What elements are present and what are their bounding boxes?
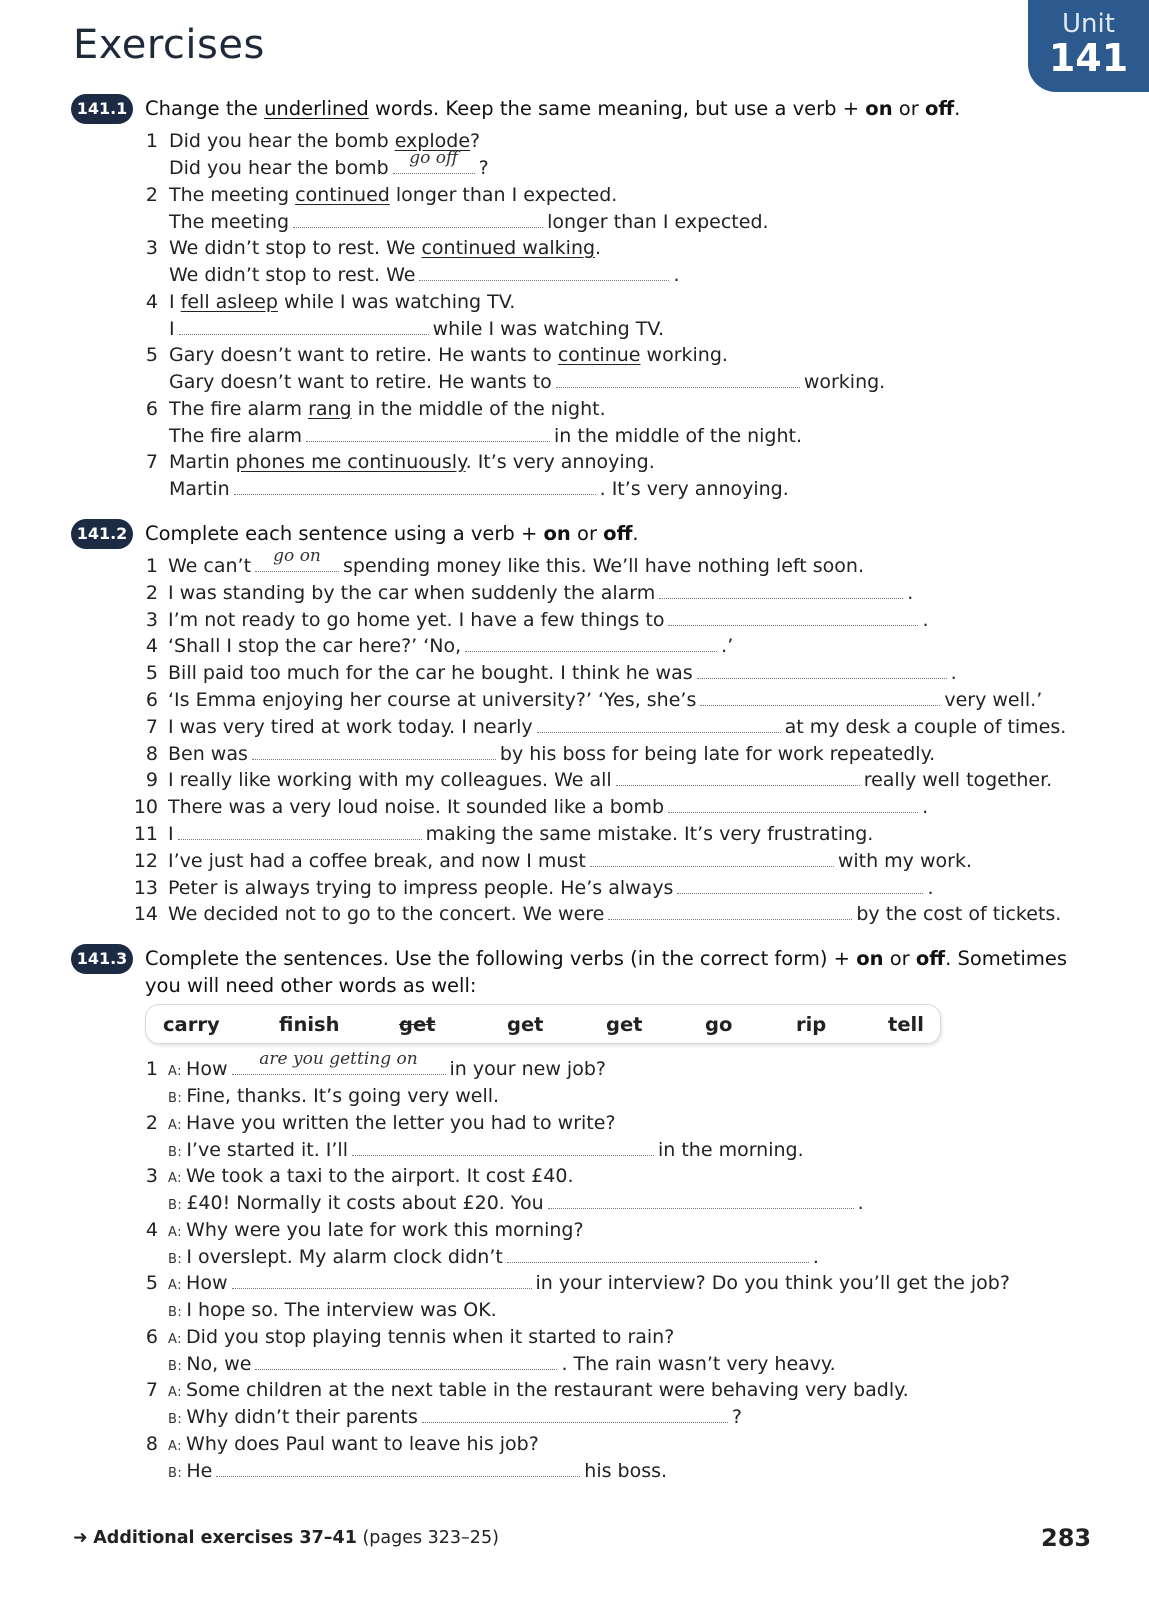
text: while I was watching TV. — [277, 290, 516, 313]
speaker-a: A: — [168, 1064, 183, 1079]
text: I hope so. The interview was OK. — [186, 1299, 497, 1321]
text: We decided not to go to the concert. We were — [168, 903, 605, 926]
answer-blank[interactable] — [252, 741, 496, 760]
answer-line — [169, 369, 885, 396]
item-number: 3 — [145, 608, 158, 631]
dialogue-text — [168, 1326, 674, 1348]
question-line — [142, 449, 655, 476]
dialogue-line-b — [168, 1404, 742, 1431]
text: ? — [478, 157, 489, 179]
dialogue-line-a — [142, 1324, 674, 1351]
dialogue-line-b — [168, 1137, 804, 1164]
text: . — [922, 608, 929, 631]
speaker-a: A: — [168, 1385, 183, 1400]
text: There was a very loud noise. It sounded like a bomb — [168, 796, 665, 819]
unit-label: Unit — [1062, 9, 1115, 39]
answer-blank[interactable] — [422, 1404, 728, 1423]
text: £40! Normally it costs about £20. You — [186, 1192, 544, 1214]
underlined-words: rang — [308, 397, 352, 420]
text: at my desk a couple of times. — [784, 715, 1067, 738]
text: with my work. — [837, 849, 972, 872]
word-get-2: get — [606, 1013, 643, 1036]
question-text — [169, 184, 617, 206]
word-tell: tell — [888, 1013, 924, 1036]
text: Some children at the next table in the restaurant were behaving very badly. — [186, 1379, 909, 1401]
exercise-heading-141-2: Complete each sentence using a verb + on or off. — [145, 522, 639, 545]
answer-blank[interactable] — [548, 1190, 854, 1209]
answer-blank[interactable] — [178, 821, 422, 840]
question-text — [169, 451, 655, 473]
page-number: 283 — [1041, 1524, 1092, 1552]
item-number: 6 — [145, 689, 158, 711]
answer-blank[interactable] — [306, 423, 550, 442]
answer-blank[interactable] — [232, 1049, 446, 1075]
answer-line — [169, 316, 664, 343]
speaker-b: B: — [168, 1358, 183, 1374]
answer-blank[interactable] — [677, 875, 923, 894]
answer-blank[interactable] — [700, 687, 940, 706]
text: in your new job? — [449, 1058, 606, 1080]
dialogue-line-a — [142, 1217, 584, 1244]
text: in the morning. — [657, 1138, 804, 1161]
text: . — [857, 1192, 864, 1214]
handwritten-answer: go off — [409, 148, 459, 168]
speaker-b: B: — [168, 1251, 183, 1267]
answer-blank[interactable] — [590, 848, 834, 867]
text: working. — [640, 344, 728, 366]
underlined-words: phones me continuously — [235, 451, 466, 473]
exercise-heading-141-1: Change the underlined words. Keep the same meaning, but use a verb + on or off. — [145, 97, 961, 120]
sentence-line — [142, 714, 1066, 741]
text: . — [950, 662, 957, 685]
item-number: 7 — [145, 1379, 158, 1401]
sentence-line — [142, 767, 1052, 794]
text: very well.’ — [944, 689, 1043, 711]
dialogue-line-b — [168, 1190, 864, 1217]
text: I overslept. My alarm clock didn’t — [186, 1245, 503, 1268]
text: Martin — [169, 451, 236, 473]
text: .’ — [721, 635, 734, 658]
text: I’ve just had a coffee break, and now I must — [168, 849, 586, 872]
text: Ben was — [168, 742, 248, 765]
text: Martin — [169, 478, 230, 500]
text: I really like working with my colleagues. We all — [168, 769, 612, 792]
exercise-badge-141-2: 141.2 — [71, 519, 133, 549]
sentence-text — [168, 823, 873, 845]
question-text — [169, 344, 728, 366]
speaker-a: A: — [168, 1331, 183, 1347]
text: Bill paid too much for the car he bought. I think he was — [168, 662, 693, 685]
exercise-heading-141-3: Complete the sentences. Use the following verbs (in the correct form) + on or off. Sometimes you will need other words as well: — [145, 947, 1067, 997]
answer-line — [169, 476, 789, 503]
dialogue-line-a — [142, 1110, 616, 1137]
additional-exercises-link[interactable]: ➜ Additional exercises 37–41 (pages 323–25) — [73, 1528, 499, 1548]
dialogue-line-b — [168, 1458, 667, 1485]
text: The meeting — [169, 210, 290, 233]
speaker-a: A: — [168, 1171, 183, 1186]
dialogue-text — [168, 1379, 909, 1401]
dialogue-text — [168, 1165, 573, 1187]
item-number: 11 — [133, 823, 158, 845]
item-number: 8 — [145, 742, 158, 765]
word-finish: finish — [279, 1013, 340, 1036]
text: . — [907, 581, 914, 604]
text: really well together. — [863, 769, 1053, 792]
item-number: 9 — [145, 769, 158, 792]
text: I — [168, 823, 174, 845]
text: Why didn’t their parents — [186, 1406, 418, 1428]
sentence-line — [142, 633, 733, 660]
text: . — [812, 1245, 819, 1268]
dialogue-text — [168, 1272, 1010, 1294]
sentence-text — [168, 796, 928, 818]
handwritten-answer: go on — [273, 546, 321, 566]
text: ‘Is Emma enjoying her course at university?’ ‘Yes, she’s — [168, 689, 697, 711]
question-text — [169, 398, 606, 420]
item-number: 4 — [145, 290, 158, 313]
text: in the middle of the night. — [351, 397, 606, 420]
text: ‘Shall I stop the car here?’ ‘No, — [168, 635, 462, 658]
sentence-line — [142, 607, 929, 634]
sentence-line — [142, 546, 864, 580]
text: How — [186, 1058, 228, 1080]
sentence-text — [168, 662, 957, 684]
sentence-text — [168, 546, 864, 577]
text: We didn’t stop to rest. We — [169, 264, 416, 286]
text: by the cost of tickets. — [856, 903, 1062, 926]
dialogue-line-a — [142, 1049, 606, 1083]
dialogue-line-b — [168, 1244, 819, 1271]
item-number: 14 — [133, 903, 158, 926]
answer-blank[interactable] — [255, 546, 339, 572]
item-number: 6 — [145, 1325, 158, 1348]
exercise-badge-141-3: 141.3 — [71, 944, 133, 974]
text: We can’t — [168, 555, 252, 577]
text: Gary doesn’t want to retire. He wants to — [169, 371, 552, 393]
item-number: 7 — [145, 451, 158, 473]
item-number: 6 — [145, 397, 158, 420]
underlined-words: explode — [394, 130, 471, 152]
sentence-line — [133, 901, 1062, 928]
speaker-a: A: — [168, 1278, 183, 1293]
text: The fire alarm — [169, 397, 309, 420]
text: . — [595, 237, 602, 259]
item-number: 4 — [145, 1218, 158, 1241]
answer-line — [169, 423, 802, 450]
question-line — [142, 289, 515, 316]
text: We took a taxi to the airport. It cost £40. — [186, 1165, 574, 1187]
text: I was very tired at work today. I nearly — [168, 715, 533, 738]
text: The fire alarm — [169, 424, 303, 447]
sentence-text — [168, 635, 733, 657]
text: How — [186, 1272, 228, 1294]
answer-line — [169, 209, 769, 236]
text: his boss. — [584, 1459, 668, 1482]
dialogue-text — [168, 1433, 539, 1455]
item-number: 5 — [145, 662, 158, 685]
sentence-line — [142, 687, 1042, 714]
word-go: go — [705, 1013, 733, 1036]
speaker-b: B: — [168, 1144, 183, 1160]
item-number: 3 — [145, 237, 158, 259]
answer-line — [169, 148, 489, 182]
text: by his boss for being late for work repeatedly. — [499, 742, 936, 765]
underlined-words: fell asleep — [180, 290, 278, 313]
answer-blank[interactable] — [668, 607, 918, 626]
answer-blank[interactable] — [556, 369, 800, 388]
text: I — [169, 290, 181, 313]
text: Have you written the letter you had to write? — [186, 1111, 616, 1134]
dialogue-text — [168, 1049, 606, 1080]
text: Why does Paul want to leave his job? — [186, 1432, 539, 1455]
speaker-b: B: — [168, 1305, 183, 1320]
answer-blank[interactable] — [697, 660, 947, 679]
sentence-text — [168, 609, 929, 631]
sentence-text — [168, 769, 1052, 791]
sentence-text — [168, 903, 1061, 925]
text: I — [169, 317, 175, 340]
text: Did you hear the bomb — [169, 157, 389, 179]
sentence-line — [142, 580, 913, 607]
answer-blank[interactable] — [419, 262, 669, 281]
answer-blank[interactable] — [232, 1270, 532, 1289]
text: longer than I expected. — [547, 210, 769, 233]
speaker-a: A: — [168, 1224, 183, 1240]
item-number: 12 — [133, 849, 158, 872]
text: ? — [731, 1406, 742, 1428]
word-rip: rip — [796, 1013, 827, 1036]
sentence-line — [133, 848, 972, 875]
sentence-line — [142, 741, 935, 768]
item-number: 3 — [145, 1165, 158, 1187]
question-line — [142, 235, 601, 262]
speaker-b: B: — [168, 1198, 183, 1213]
answer-blank[interactable] — [234, 476, 596, 495]
text: . — [673, 264, 680, 286]
item-number: 8 — [145, 1432, 158, 1455]
answer-blank[interactable] — [616, 767, 860, 786]
text: working. — [803, 371, 886, 393]
text: . It’s very annoying. — [599, 478, 789, 500]
text: in the middle of the night. — [554, 424, 803, 447]
dialogue-line-b — [168, 1083, 499, 1110]
answer-blank[interactable] — [668, 794, 918, 813]
question-line — [142, 396, 606, 423]
dialogue-text — [168, 1219, 584, 1241]
answer-blank[interactable] — [179, 316, 429, 335]
handwritten-answer: are you getting on — [259, 1049, 418, 1069]
word-carry: carry — [163, 1013, 220, 1036]
speaker-a: A: — [168, 1117, 183, 1133]
sentence-text — [168, 877, 934, 899]
question-line — [142, 342, 728, 369]
dialogue-line-a — [142, 1431, 539, 1458]
question-line — [142, 182, 617, 209]
answer-blank[interactable] — [537, 714, 781, 733]
dialogue-text — [168, 1112, 616, 1134]
answer-line — [169, 262, 679, 289]
item-number: 1 — [145, 555, 158, 577]
text: He — [186, 1459, 213, 1482]
item-number: 2 — [145, 581, 158, 604]
word-get-struck: get — [399, 1013, 436, 1036]
sentence-line — [142, 660, 957, 687]
question-text — [169, 237, 601, 259]
text: . — [927, 876, 934, 899]
unit-number: 141 — [1048, 36, 1129, 80]
exercise-badge-141-1: 141.1 — [71, 94, 133, 124]
text: I’ve started it. I’ll — [186, 1138, 348, 1161]
item-number: 7 — [145, 715, 158, 738]
dialogue-line-a — [142, 1163, 573, 1190]
answer-blank[interactable] — [255, 1351, 557, 1370]
word-get: get — [507, 1013, 544, 1036]
text: . The rain wasn’t very heavy. — [561, 1352, 836, 1375]
answer-blank[interactable] — [465, 633, 717, 652]
dialogue-line-b — [168, 1351, 836, 1378]
sentence-text — [168, 716, 1066, 738]
item-number: 5 — [145, 344, 158, 366]
unit-tab — [1028, 0, 1149, 92]
sentence-line — [133, 794, 929, 821]
text: Did you stop playing tennis when it started to rain? — [186, 1325, 675, 1348]
speaker-b: B: — [168, 1465, 183, 1481]
text: I’m not ready to go home yet. I have a few things to — [168, 608, 665, 631]
text: Why were you late for work this morning? — [186, 1218, 584, 1241]
arrow-right-icon: ➜ — [73, 1528, 88, 1548]
verb-word-box — [145, 1004, 941, 1044]
item-number: 4 — [145, 635, 158, 658]
item-number: 1 — [145, 130, 158, 152]
sentence-text — [168, 689, 1042, 711]
item-number: 2 — [145, 183, 158, 206]
text: We didn’t stop to rest. We — [169, 237, 422, 259]
answer-blank[interactable] — [608, 901, 852, 920]
item-number: 5 — [145, 1272, 158, 1294]
text: ? — [470, 130, 481, 152]
answer-blank[interactable] — [352, 1137, 654, 1156]
text: The meeting — [169, 183, 296, 206]
answer-blank[interactable] — [293, 209, 543, 228]
page-title: Exercises — [73, 22, 265, 68]
answer-blank[interactable] — [507, 1244, 809, 1263]
underlined-words: continued walking — [421, 237, 596, 259]
text: spending money like this. We’ll have nothing left soon. — [343, 555, 864, 577]
underlined-words: continued — [295, 183, 390, 206]
text: . It’s very annoying. — [465, 451, 655, 473]
item-number: 10 — [133, 796, 158, 819]
dialogue-line-b — [168, 1297, 497, 1324]
answer-blank[interactable] — [659, 580, 903, 599]
answer-blank[interactable] — [216, 1458, 580, 1477]
sentence-line — [133, 821, 874, 848]
sentence-text — [168, 850, 972, 872]
text: longer than I expected. — [389, 183, 618, 206]
dialogue-line-a — [142, 1377, 909, 1404]
text: Peter is always trying to impress people. He’s always — [168, 876, 674, 899]
text: Fine, thanks. It’s going very well. — [186, 1085, 500, 1107]
answer-blank[interactable] — [393, 148, 475, 174]
item-number: 2 — [145, 1111, 158, 1134]
speaker-b: B: — [168, 1412, 183, 1427]
text: while I was watching TV. — [432, 317, 664, 340]
dialogue-line-a — [142, 1270, 1010, 1297]
item-number: 1 — [145, 1058, 158, 1080]
text: No, we — [186, 1352, 252, 1375]
sentence-text — [168, 743, 935, 765]
speaker-a: A: — [168, 1438, 183, 1454]
text: . — [922, 796, 929, 819]
speaker-b: B: — [168, 1091, 183, 1106]
text: Gary doesn’t want to retire. He wants to — [169, 344, 558, 366]
question-text — [169, 291, 515, 313]
text: in your interview? Do you think you’ll get the job? — [535, 1272, 1010, 1294]
item-number: 13 — [133, 876, 158, 899]
text: making the same mistake. It’s very frustrating. — [425, 823, 874, 845]
text: Did you hear the bomb — [169, 130, 395, 152]
sentence-line — [133, 875, 934, 902]
sentence-text — [168, 582, 913, 604]
underlined-words: continue — [557, 344, 641, 366]
text: I was standing by the car when suddenly the alarm — [168, 581, 656, 604]
